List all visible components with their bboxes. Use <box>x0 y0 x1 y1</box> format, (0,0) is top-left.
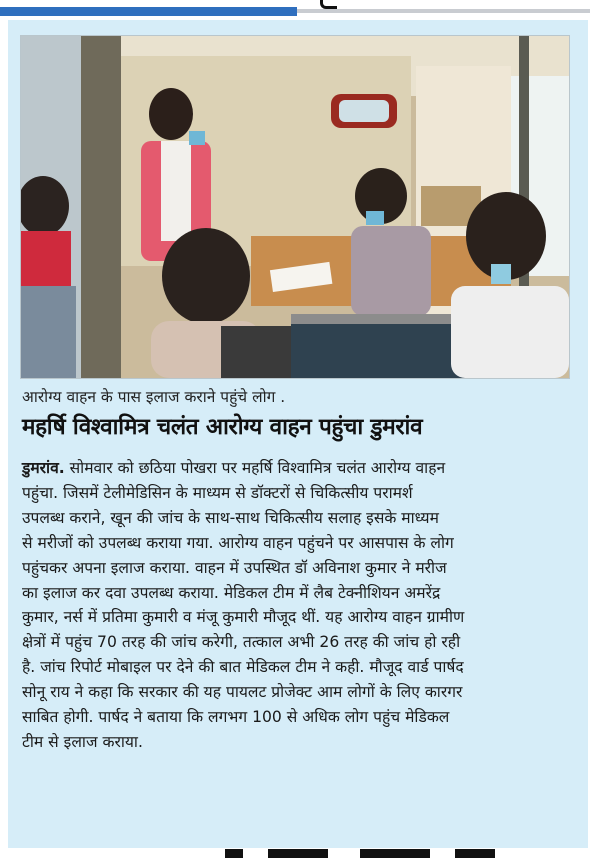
body-line <box>22 456 568 481</box>
cropped-text-bottom <box>360 849 430 858</box>
article-headline: महर्षि विश्वामित्र चलंत आरोग्य वाहन पहुंचा डुमरांव <box>22 414 423 440</box>
cropped-text-bottom <box>455 849 495 858</box>
body-line: कुमार, नर्स में प्रतिमा कुमारी व मंजू कुमारी मौजूद थीं. यह आरोग्य वाहन ग्रामीण <box>22 608 465 627</box>
body-line: टीम से इलाज कराया. <box>22 732 143 751</box>
body-line: साबित होगी. पार्षद ने बताया कि लगभग 100 से अधिक लोग पहुंच मेडिकल <box>22 708 450 727</box>
article-body <box>22 456 568 755</box>
body-line: सोनू राय ने कहा कि सरकार की यह पायलट प्रोजेक्ट आम लोगों के लिए कारगर <box>22 683 463 702</box>
body-line: उपलब्ध कराने, खून की जांच के साथ-साथ चिकित्सीय सलाह इसके माध्यम <box>22 508 439 527</box>
section-rule-blue <box>0 7 297 16</box>
dateline: डुमरांव. <box>22 459 65 477</box>
news-photo <box>20 35 570 379</box>
news-photo-illustration <box>21 36 569 378</box>
body-line: से मरीजों को उपलब्ध कराया गया. आरोग्य वाहन पहुंचने पर आसपास के लोग <box>22 533 454 552</box>
body-line: पहुंचकर अपना इलाज कराया. वाहन में उपस्थित डॉ अविनाश कुमार ने मरीज <box>22 558 447 577</box>
body-line: है. जांच रिपोर्ट मोबाइल पर देने की बात मेडिकल टीम ने कही. मौजूद वार्ड पार्षद <box>22 658 464 677</box>
cropped-text-bottom <box>225 849 243 858</box>
section-rule-gray <box>297 9 590 13</box>
cropped-text-bottom <box>268 849 328 858</box>
body-line: पहुंचा. जिसमें टेलीमेडिसिन के माध्यम से डॉक्टरों से चिकित्सीय परामर्श <box>22 483 413 502</box>
body-line: क्षेत्रों में पहुंच 70 तरह की जांच करेगी, तत्काल अभी 26 तरह की जांच हो रही <box>22 633 461 652</box>
body-line: का इलाज कर दवा उपलब्ध कराया. मेडिकल टीम में लैब टेक्नीशियन अमरेंद्र <box>22 583 441 602</box>
body-line-text: सोमवार को छठिया पोखरा पर महर्षि विश्वामित्र चलंत आरोग्य वाहन <box>64 459 446 477</box>
cropped-glyph-top <box>320 0 337 9</box>
photo-caption: आरोग्य वाहन के पास इलाज कराने पहुंचे लोग . <box>22 388 286 406</box>
